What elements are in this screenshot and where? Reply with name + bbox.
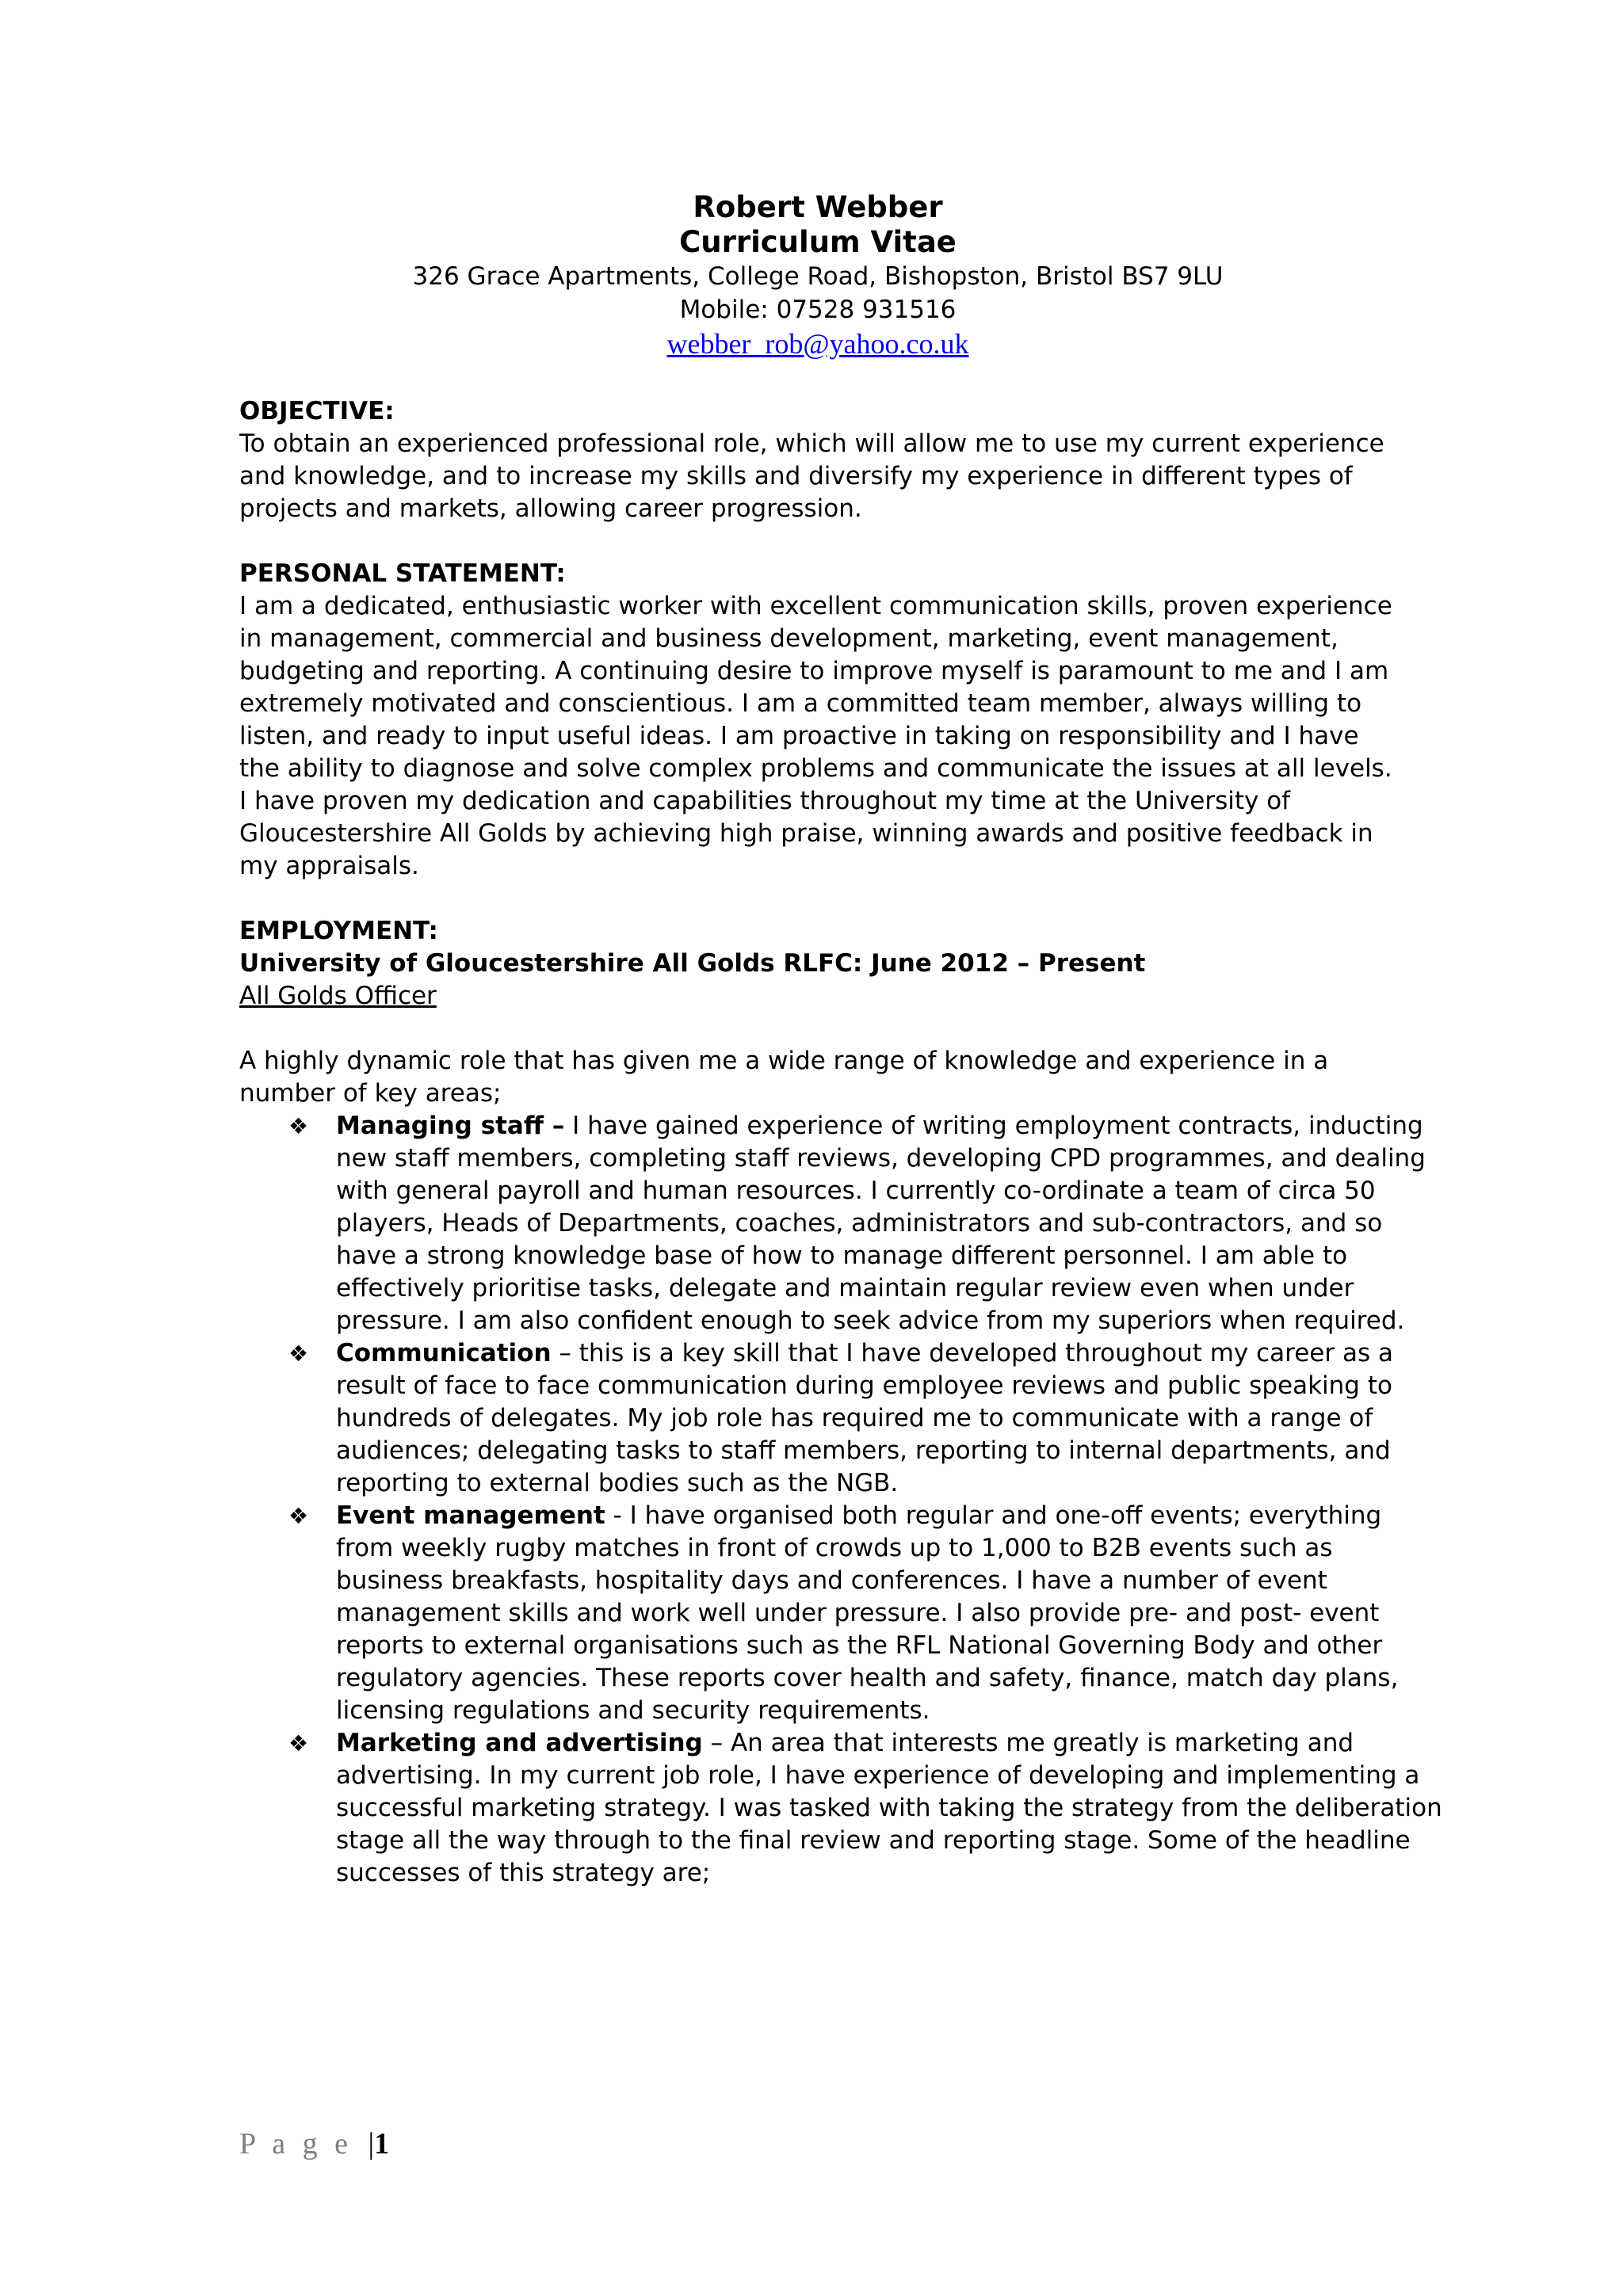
employment-heading: EMPLOYMENT: xyxy=(239,917,438,945)
page-separator: | xyxy=(368,2127,375,2161)
list-item xyxy=(239,1110,1445,1337)
employment-section xyxy=(239,915,1442,1890)
list-item xyxy=(239,1337,1445,1500)
cv-header xyxy=(239,190,1396,361)
page-number: 1 xyxy=(374,2127,390,2161)
mobile-number: Mobile: 07528 931516 xyxy=(679,296,957,324)
candidate-name: Robert Webber xyxy=(693,190,943,224)
objective-section xyxy=(239,395,1396,525)
bullet-lead: Communication xyxy=(336,1339,552,1367)
list-item xyxy=(239,1500,1445,1727)
document-title: Curriculum Vitae xyxy=(679,225,957,259)
page-footer xyxy=(239,2126,389,2161)
diamond-bullet-icon: ❖ xyxy=(288,1341,309,1367)
bullet-text: – An area that interests me greatly is marketing and advertising. In my current job role, I have experience of developing and implementing a successful marketing strategy. I was tasked with taking the strategy from the deliberation stage all the way through to the final review and reporting stage. Some of the headline successes of this strategy are; xyxy=(336,1729,1442,1887)
personal-statement-heading: PERSONAL STATEMENT: xyxy=(239,559,566,588)
job-role: All Golds Officer xyxy=(239,982,437,1010)
list-item xyxy=(239,1727,1445,1890)
skills-list xyxy=(239,1110,1442,1890)
email-link[interactable]: webber_rob@yahoo.co.uk xyxy=(666,328,969,360)
address: 326 Grace Apartments, College Road, Bishopston, Bristol BS7 9LU xyxy=(412,262,1224,291)
objective-text: To obtain an experienced professional role, which will allow me to use my current experience and knowledge, and to increase my skills and diversify my experience in different types of projects and markets, allowing career progression. xyxy=(239,429,1384,523)
diamond-bullet-icon: ❖ xyxy=(288,1730,309,1756)
bullet-lead: Marketing and advertising xyxy=(336,1729,703,1757)
bullet-text: I have gained experience of writing employment contracts, inducting new staff members, completing staff reviews, developing CPD programmes, and dealing with general payroll and human resources. I currently co-ordinate a team of circa 50 players, Heads of Departments, coaches, administrators and sub-contractors, and so have a strong knowledge base of how to manage different personnel. I am able to effectively prioritise tasks, delegate and maintain regular review even when under pressure. I am also confident enough to seek advice from my superiors when required. xyxy=(336,1112,1426,1335)
cv-page xyxy=(239,190,1442,1890)
bullet-lead: Managing staff – xyxy=(336,1112,565,1140)
objective-heading: OBJECTIVE: xyxy=(239,397,395,425)
bullet-text: – this is a key skill that I have developed throughout my career as a result of face to face communication during employee reviews and public speaking to hundreds of delegates. My job role has required me to communicate with a range of audiences; delegating tasks to staff members, reporting to internal departments, and reporting to external bodies such as the NGB. xyxy=(336,1339,1393,1497)
bullet-lead: Event management xyxy=(336,1501,605,1530)
employment-intro: A highly dynamic role that has given me a wide range of knowledge and experience in a number of key areas; xyxy=(239,1047,1329,1108)
diamond-bullet-icon: ❖ xyxy=(288,1503,309,1529)
personal-statement-section xyxy=(239,558,1396,883)
employer-title: University of Gloucestershire All Golds RLFC: June 2012 – Present xyxy=(239,949,1146,978)
bullet-text: - I have organised both regular and one-off events; everything from weekly rugby matches in front of crowds up to 1,000 to B2B events such as business breakfasts, hospitality days and conferences. I have a number of event management skills and work well under pressure. I also provide pre- and post- event reports to external organisations such as the RFL National Governing Body and other regulatory agencies. These reports cover health and safety, finance, match day plans, licensing regulations and security requirements. xyxy=(336,1501,1399,1725)
page-label: P a g e xyxy=(239,2127,353,2161)
diamond-bullet-icon: ❖ xyxy=(288,1113,309,1139)
personal-statement-text: I am a dedicated, enthusiastic worker with excellent communication skills, proven experience in management, commercial and business development, marketing, event management, budgeting and reporting. A continuing desire to improve myself is paramount to me and I am extremely motivated and conscientious. I am a committed team member, always willing to listen, and ready to input useful ideas. I am proactive in taking on responsibility and I have the ability to diagnose and solve complex problems and communicate the issues at all levels. I have proven my dedication and capabilities throughout my time at the University of Gloucestershire All Golds by achieving high praise, winning awards and positive feedback in my appraisals. xyxy=(239,592,1392,880)
